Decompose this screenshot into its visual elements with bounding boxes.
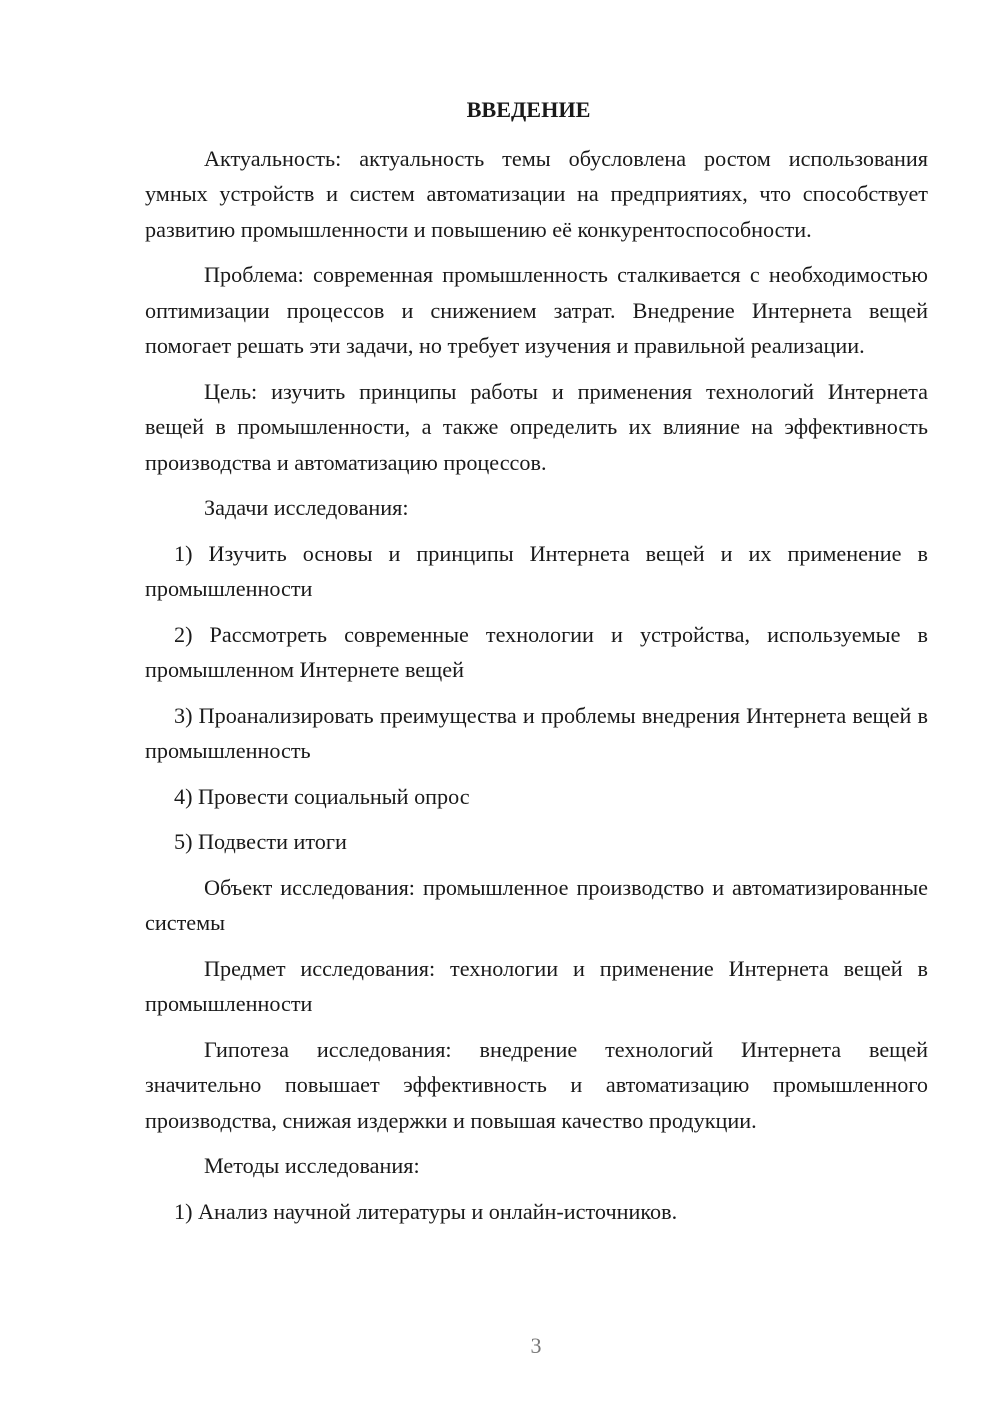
task-item-4: 4) Провести социальный опрос bbox=[174, 783, 470, 809]
task-item-2: 2) Рассмотреть современные технологии и устройства, используемые в промышленном Интернете вещей bbox=[145, 621, 928, 682]
tasks-heading: Задачи исследования: bbox=[204, 495, 409, 520]
document-title: ВВЕДЕНИЕ bbox=[466, 97, 591, 122]
method-item-1: 1) Анализ научной литературы и онлайн-источников. bbox=[174, 1198, 678, 1224]
paragraph-problem: Проблема: современная промышленность сталкивается с необходимостью оптимизации процессов и снижением затрат. Внедрение Интернета вещей помогает решать эти задачи, но требует изучения и правильной реализации. bbox=[145, 262, 928, 358]
paragraph-object: Объект исследования: промышленное производство и автоматизированные системы bbox=[145, 874, 928, 935]
task-item-5: 5) Подвести итоги bbox=[174, 829, 347, 854]
document-page bbox=[145, 92, 928, 1239]
paragraph-hypothesis: Гипотеза исследования: внедрение технологий Интернета вещей значительно повышает эффективность и автоматизацию промышленного производства, снижая издержки и повышая качество продукции. bbox=[145, 1036, 928, 1133]
page-number: 3 bbox=[530, 1333, 542, 1358]
paragraph-subject: Предмет исследования: технологии и применение Интернета вещей в промышленности bbox=[145, 955, 928, 1016]
task-item-1: 1) Изучить основы и принципы Интернета вещей и их применение в промышленности bbox=[145, 540, 928, 601]
methods-heading: Методы исследования: bbox=[204, 1153, 420, 1178]
task-item-3: 3) Проанализировать преимущества и проблемы внедрения Интернета вещей в промышленность bbox=[145, 702, 928, 763]
paragraph-goal: Цель: изучить принципы работы и применения технологий Интернета вещей в промышленности, а также определить их влияние на эффективность производства и автоматизацию процессов. bbox=[145, 378, 928, 475]
paragraph-relevance: Актуальность: актуальность темы обусловлена ростом использования умных устройств и систем автоматизации на предприятиях, что способствует развитию промышленности и повышению её конкурентоспособности. bbox=[145, 145, 928, 242]
